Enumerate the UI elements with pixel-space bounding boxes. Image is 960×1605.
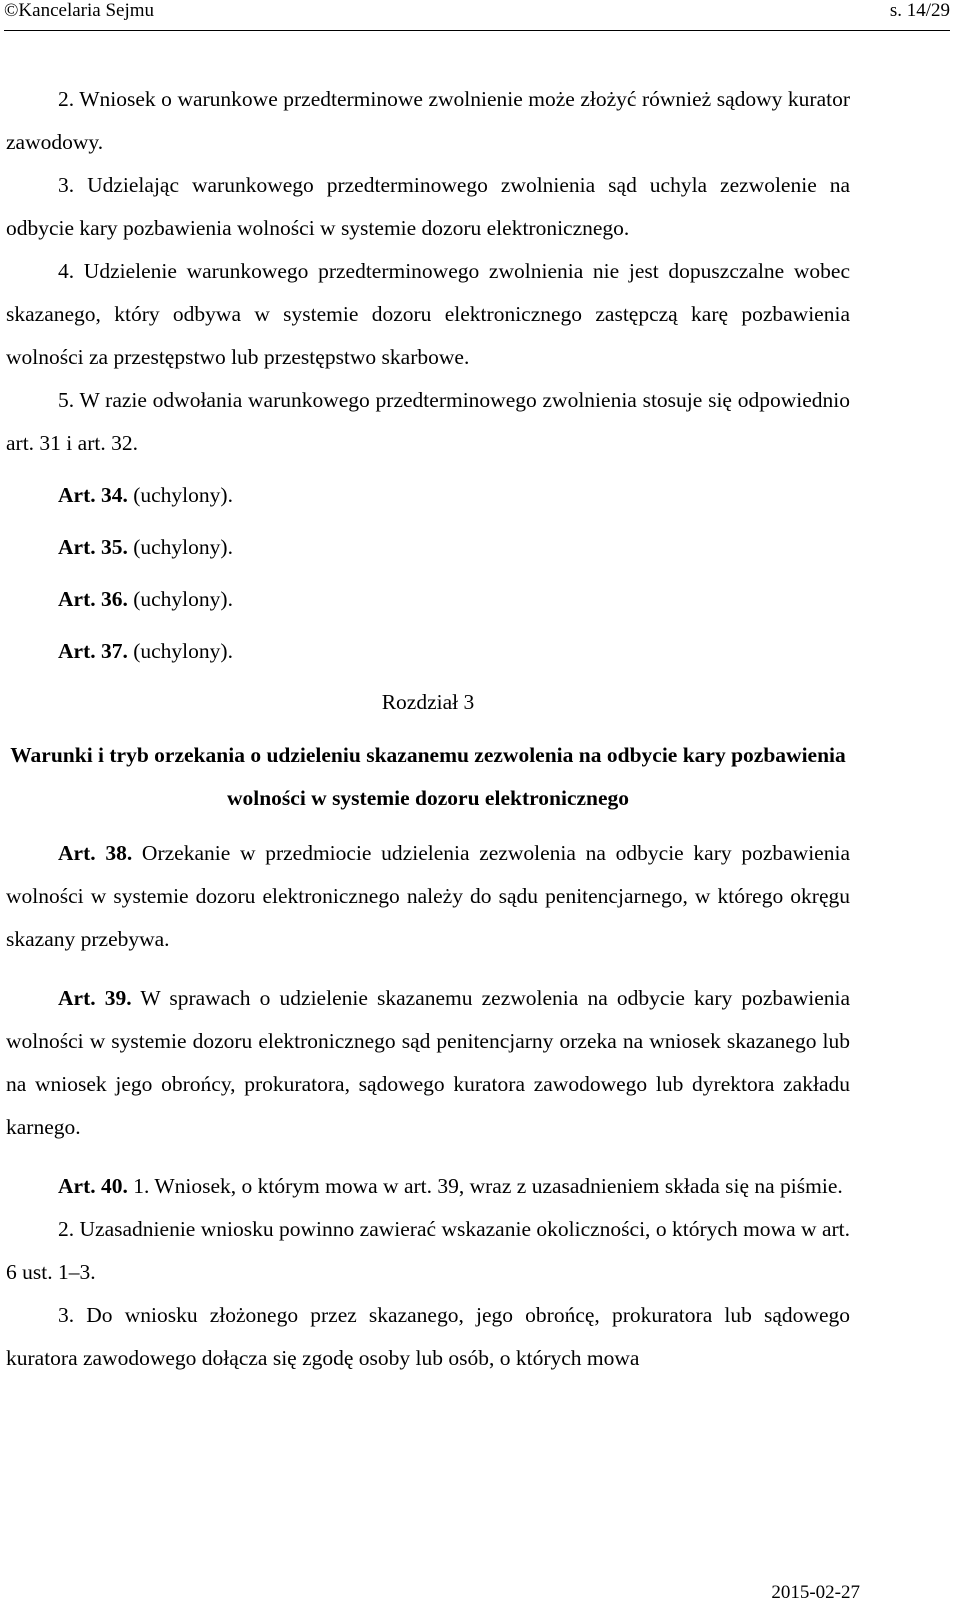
article-40-paragraph-2: 2. Uzasadnienie wniosku powinno zawierać wskazanie okoliczności, o których mowa w art. 6 ust. 1–3. [6, 1217, 850, 1284]
article-37 [6, 630, 850, 673]
article-37-label: Art. 37. [58, 639, 128, 663]
chapter-title: Warunki i tryb orzekania o udzieleniu skazanemu zezwolenia na odbycie kary pozbawienia wolności w systemie dozoru elektronicznego [10, 743, 846, 810]
footer-date: 2015-02-27 [771, 1582, 860, 1603]
article-34 [6, 474, 850, 517]
header-page-number: s. 14/29 [889, 0, 950, 21]
article-39-text: W sprawach o udzielenie skazanemu zezwolenia na odbycie kary pozbawienia wolności w systemie dozoru elektronicznego sąd penitencjarny orzeka na wniosek skazanego lub na wniosek jego obrońcy, prokuratora, sądowego kuratora zawodowego lub dyrektora zakładu karnego. [6, 986, 851, 1139]
article-36 [6, 578, 850, 621]
article-37-text: (uchylony). [127, 639, 233, 663]
article-38 [6, 832, 850, 961]
article-35 [6, 526, 850, 569]
article-40-paragraph-1-text: 1. Wniosek, o którym mowa w art. 39, wraz z uzasadnieniem składa się na piśmie. [127, 1174, 843, 1198]
article-34-text: (uchylony). [127, 483, 233, 507]
document-body [6, 78, 850, 1380]
article-38-label: Art. 38. [58, 841, 133, 865]
header-source: ©Kancelaria Sejmu [4, 0, 155, 21]
paragraph-3: 3. Udzielając warunkowego przedterminowego zwolnienia sąd uchyla zezwolenie na odbycie kary pozbawienia wolności w systemie dozoru elektronicznego. [6, 173, 850, 240]
article-38-text: Orzekanie w przedmiocie udzielenia zezwolenia na odbycie kary pozbawienia wolności w systemie dozoru elektronicznego należy do sądu penitencjarnego, w którego okręgu skazany przebywa. [6, 841, 850, 951]
page-header [4, 0, 950, 22]
article-40-label: Art. 40. [58, 1174, 128, 1198]
paragraph-5: 5. W razie odwołania warunkowego przedterminowego zwolnienia stosuje się odpowiednio art. 31 i art. 32. [6, 388, 850, 455]
article-36-label: Art. 36. [58, 587, 128, 611]
article-35-text: (uchylony). [127, 535, 233, 559]
article-36-text: (uchylony). [127, 587, 233, 611]
header-divider [4, 30, 950, 31]
article-39 [6, 977, 850, 1149]
article-34-label: Art. 34. [58, 483, 128, 507]
article-39-label: Art. 39. [58, 986, 132, 1010]
paragraph-4: 4. Udzielenie warunkowego przedterminowego zwolnienia nie jest dopuszczalne wobec skazanego, który odbywa w systemie dozoru elektronicznego zastępczą karę pozbawienia wolności za przestępstwo lub przestępstwo skarbowe. [6, 259, 850, 369]
paragraph-2: 2. Wniosek o warunkowe przedterminowe zwolnienie może złożyć również sądowy kurator zawodowy. [6, 87, 850, 154]
article-35-label: Art. 35. [58, 535, 128, 559]
article-40-paragraph-1 [6, 1165, 850, 1208]
article-40-paragraph-3: 3. Do wniosku złożonego przez skazanego, jego obrońcę, prokuratora lub sądowego kuratora zawodowego dołącza się zgodę osoby lub osób, o których mowa [6, 1303, 850, 1370]
chapter-label: Rozdział 3 [381, 690, 475, 714]
